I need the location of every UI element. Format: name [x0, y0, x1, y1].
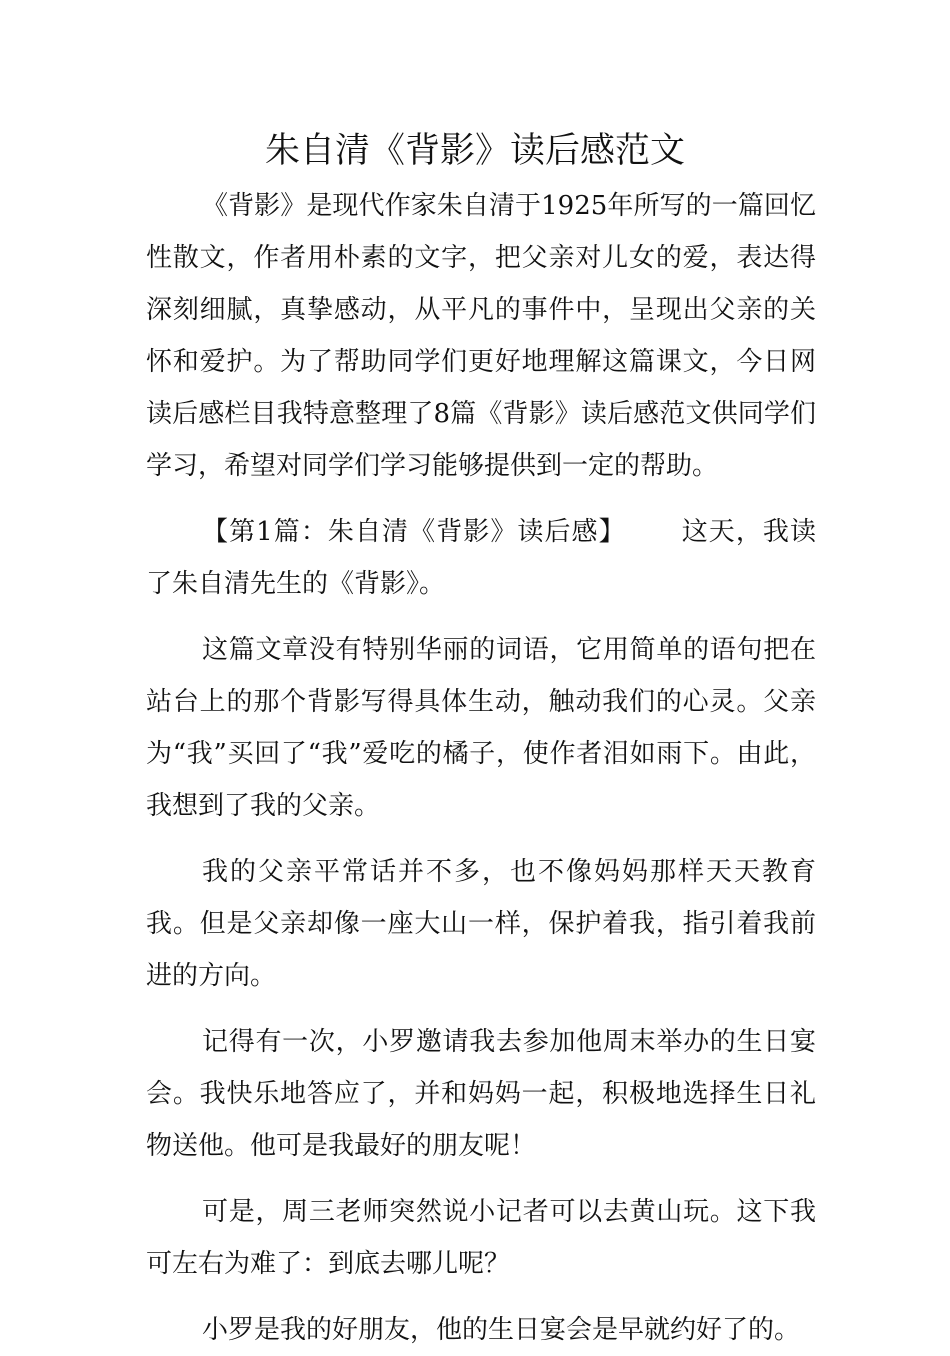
document-title: 朱自清《背影》读后感范文: [264, 131, 685, 171]
body-paragraph: 记得有一次，小罗邀请我去参加他周末举办的生日宴会。我快乐地答应了，并和妈妈一起，积极地选择生日礼物送他。他可是我最好的朋友呢！: [146, 1027, 816, 1161]
body-paragraph: 我的父亲平常话并不多，也不像妈妈那样天天教育我。但是父亲却像一座大山一样，保护着我，指引着我前进的方向。: [146, 857, 816, 991]
body-paragraph: 这篇文章没有特别华丽的词语，它用简单的语句把在站台上的那个背影写得具体生动，触动我们的心灵。父亲为“我”买回了“我”爱吃的橘子，使作者泪如雨下。由此，我想到了我的父亲。: [146, 635, 816, 821]
body-paragraph: 小罗是我的好朋友，他的生日宴会是早就约好了的。: [202, 1315, 801, 1345]
intro-paragraph: 《背影》是现代作家朱自清于1925年所写的一篇回忆性散文，作者用朴素的文字，把父亲对儿女的爱，表达得深刻细腻，真挚感动，从平凡的事件中，呈现出父亲的关怀和爱护。为了帮助同学们更好地理解这篇课文，今日网读后感栏目我特意整理了8篇《背影》读后感范文供同学们学习，希望对同学们学习能够提供到一定的帮助。: [146, 191, 816, 481]
section-1-lead: 这天，我读了朱自清先生的《背影》。: [146, 517, 816, 599]
section-1-heading: 【第1篇：朱自清《背影》读后感】: [202, 517, 626, 547]
body-paragraph: 可是，周三老师突然说小记者可以去黄山玩。这下我可左右为难了：到底去哪儿呢？: [146, 1197, 816, 1279]
section-1-paragraph: [146, 506, 816, 610]
document-body: [146, 180, 816, 1356]
